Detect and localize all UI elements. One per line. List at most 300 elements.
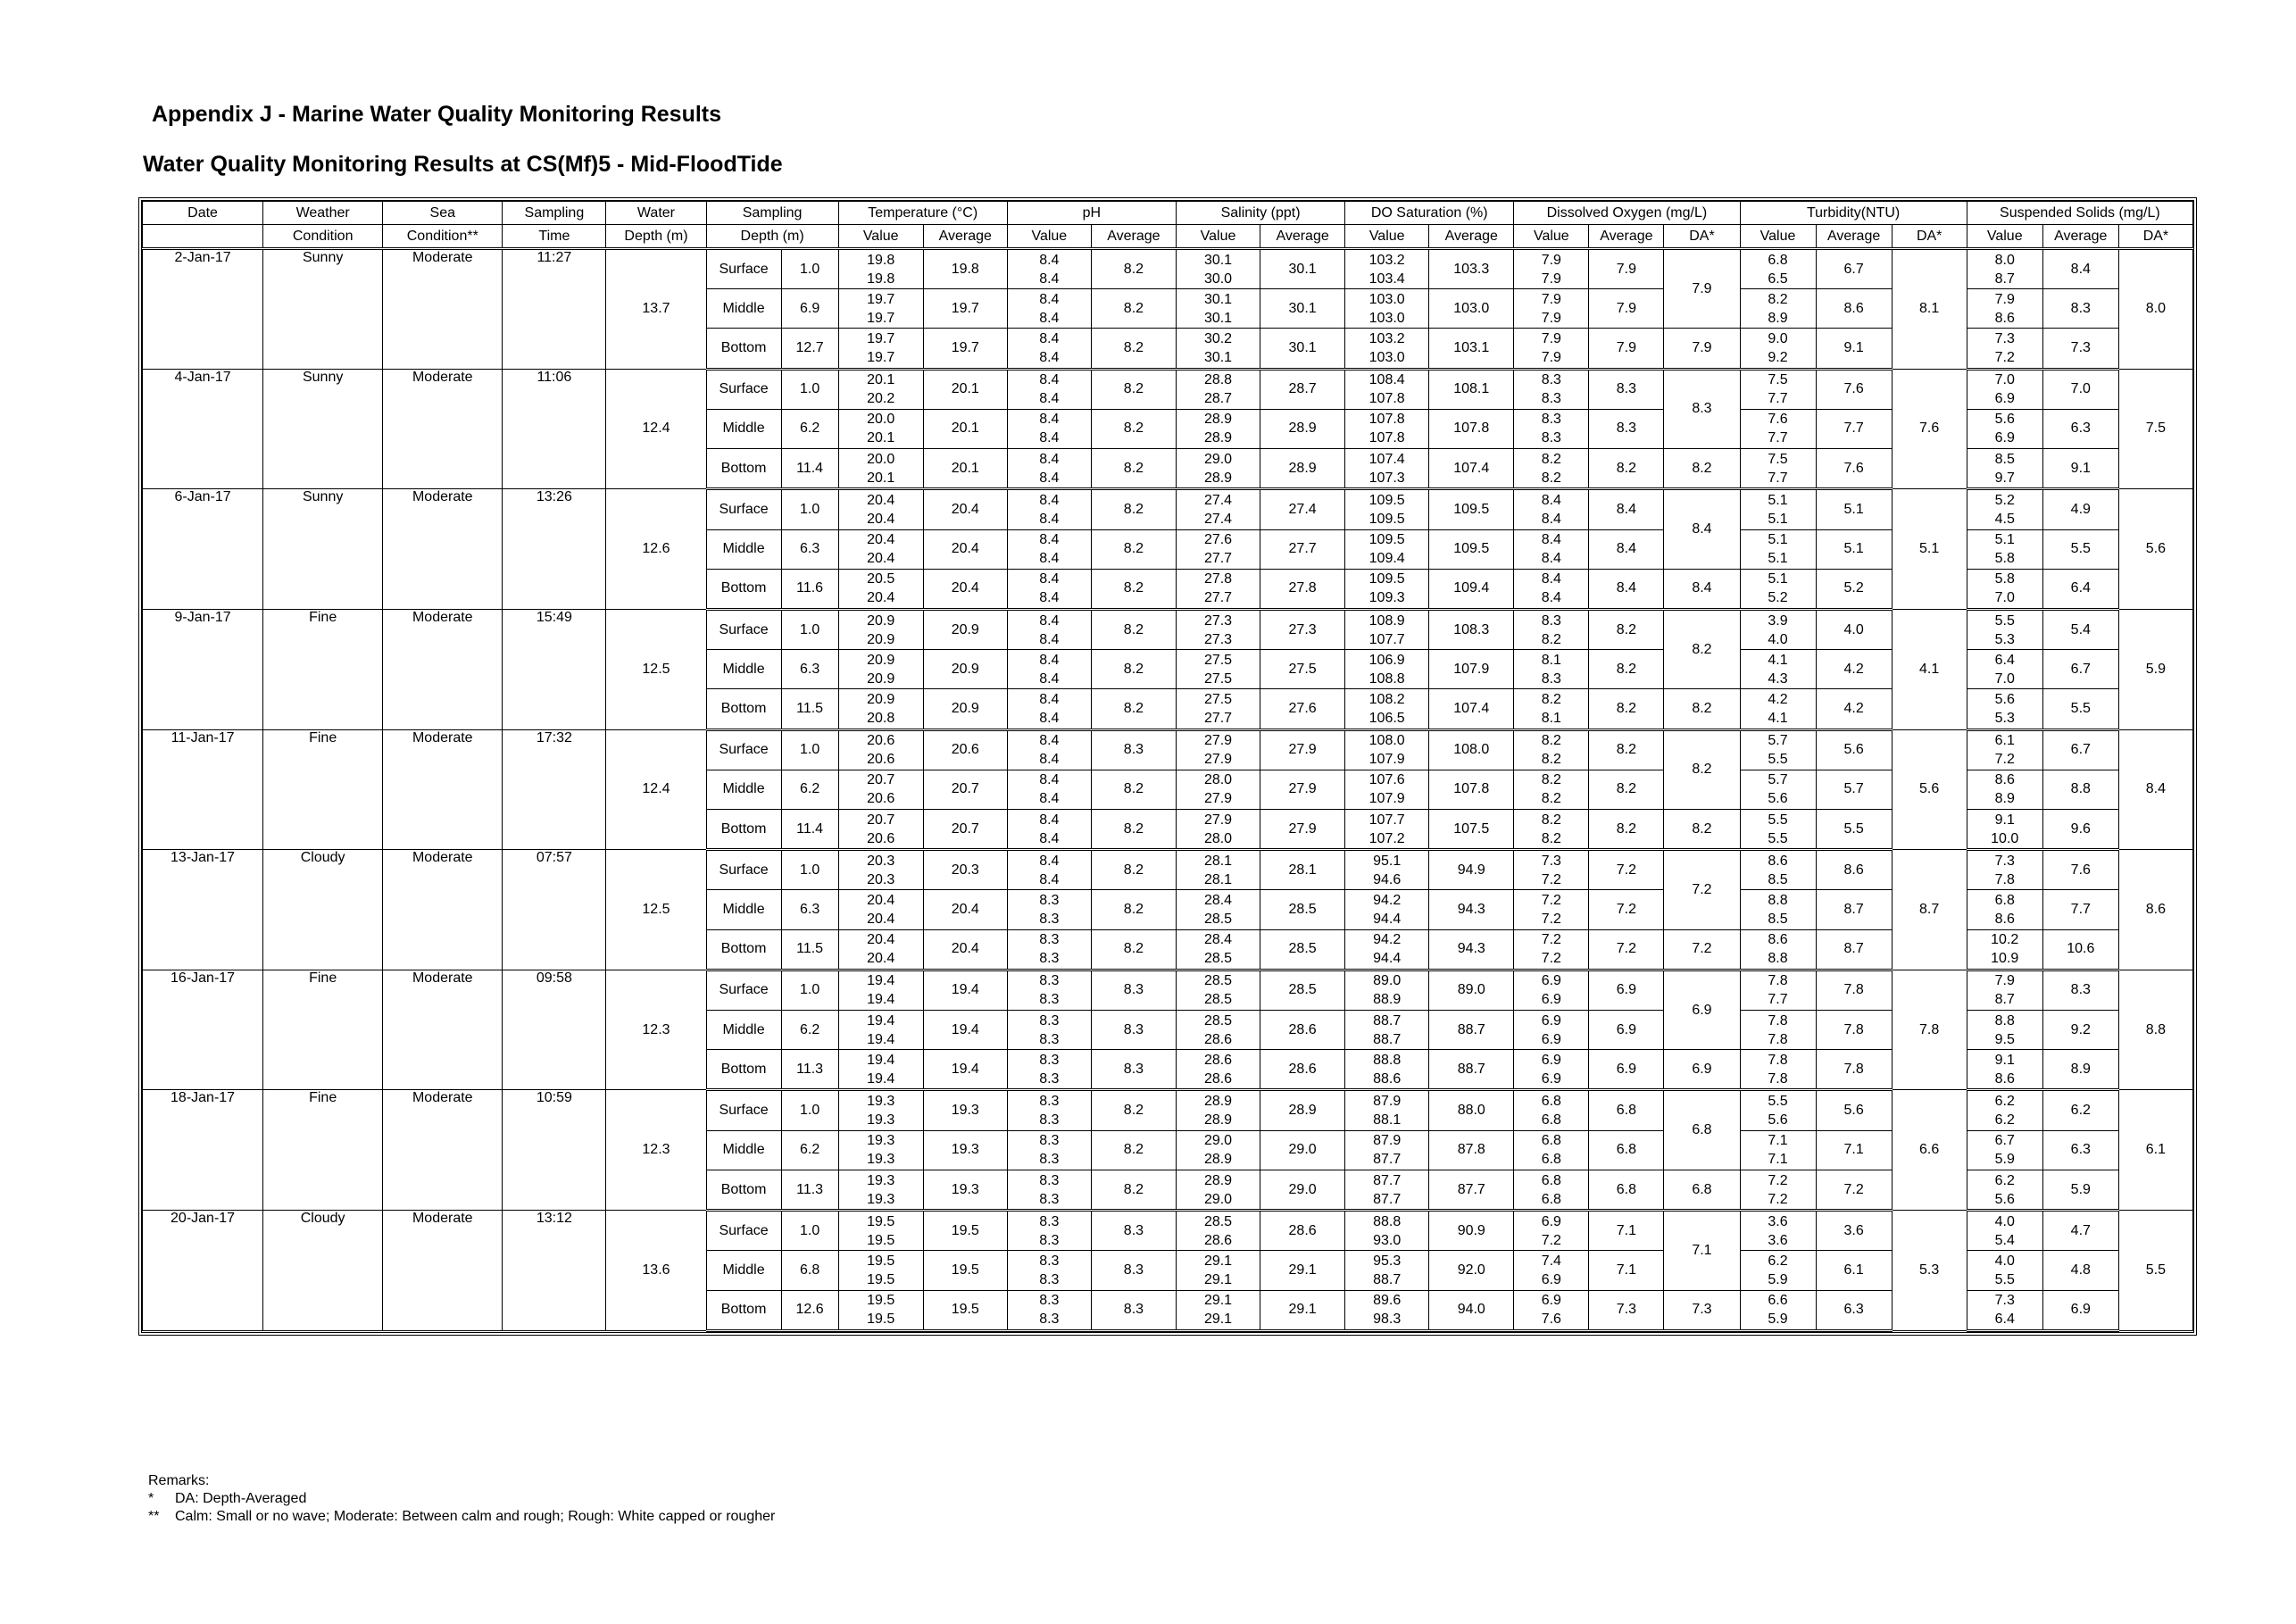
do-saturation-values (1345, 449, 1429, 489)
temperature-values-reading: 20.9 (867, 631, 895, 647)
dissolved-oxygen-values (1514, 689, 1589, 729)
salinity-average: 27.8 (1260, 569, 1345, 609)
temperature-values-reading: 20.4 (867, 511, 895, 527)
temperature-values-reading: 20.4 (867, 551, 895, 567)
turbidity-values-reading: 5.1 (1768, 532, 1788, 548)
sampling-time-cell: 09:58 (503, 970, 606, 1090)
dissolved-oxygen-da: 6.9 (1664, 970, 1740, 1049)
suspended-solids-values-reading: 7.9 (1994, 973, 2015, 989)
temperature-values (838, 489, 923, 529)
dissolved-oxygen-values-reading: 8.1 (1541, 652, 1561, 668)
do-saturation-values-reading: 107.9 (1368, 752, 1405, 768)
dissolved-oxygen-da: 7.2 (1664, 850, 1740, 929)
ph-values-reading: 8.4 (1039, 710, 1060, 726)
temperature-average: 20.4 (923, 929, 1007, 970)
dissolved-oxygen-values-reading: 8.2 (1541, 772, 1561, 788)
salinity-average: 27.5 (1260, 650, 1345, 689)
dissolved-oxygen-values-reading: 7.9 (1541, 310, 1561, 326)
turbidity-values-reading: 9.2 (1768, 350, 1788, 366)
sea-condition-cell: Moderate (383, 850, 503, 970)
temperature-values (838, 850, 923, 890)
do-saturation-values (1345, 970, 1429, 1010)
sampling-depth-cell: 6.3 (781, 890, 838, 929)
temperature-average: 19.3 (923, 1090, 1007, 1130)
dissolved-oxygen-values (1514, 1050, 1589, 1090)
suspended-solids-values-reading: 7.3 (1994, 331, 2015, 347)
suspended-solids-values-reading: 5.6 (1994, 412, 2015, 428)
turbidity-values-reading: 4.3 (1768, 670, 1788, 687)
do-saturation-values-reading: 106.9 (1368, 652, 1405, 668)
temperature-values-reading: 20.8 (867, 710, 895, 726)
ph-values (1007, 809, 1091, 849)
salinity-average: 27.7 (1260, 529, 1345, 569)
dissolved-oxygen-values-reading: 6.9 (1541, 1012, 1561, 1029)
dissolved-oxygen-average: 7.9 (1589, 329, 1664, 369)
dissolved-oxygen-values (1514, 970, 1589, 1010)
dissolved-oxygen-values-reading: 6.9 (1541, 992, 1561, 1008)
ph-values-reading: 8.4 (1039, 812, 1060, 828)
turbidity-values-reading: 7.7 (1768, 430, 1788, 446)
sampling-depth-cell: 11.3 (781, 1170, 838, 1210)
salinity-values-reading: 28.0 (1203, 830, 1233, 846)
salinity-values-reading: 29.1 (1203, 1253, 1233, 1269)
suspended-solids-values-reading: 5.5 (1994, 612, 2015, 629)
turbidity-values-reading: 5.6 (1768, 1112, 1788, 1128)
ph-values-reading: 8.4 (1039, 391, 1060, 407)
do-saturation-values-reading: 89.0 (1373, 973, 1402, 989)
temperature-values (838, 1170, 923, 1210)
header-weather: Weather (263, 202, 383, 225)
turbidity-values (1740, 329, 1816, 369)
do-saturation-values-reading: 109.4 (1368, 551, 1405, 567)
ph-average: 8.2 (1091, 929, 1176, 970)
header-value: Value (1740, 225, 1816, 249)
turbidity-values (1740, 1130, 1816, 1170)
salinity-values-reading: 27.9 (1203, 752, 1233, 768)
turbidity-values (1740, 890, 1816, 929)
turbidity-values (1740, 449, 1816, 489)
ph-average: 8.2 (1091, 289, 1176, 329)
suspended-solids-values-reading: 10.9 (1991, 951, 2019, 967)
ph-average: 8.3 (1091, 1251, 1176, 1290)
temperature-values-reading: 20.6 (867, 733, 895, 749)
ph-values-reading: 8.4 (1039, 612, 1060, 629)
ph-values (1007, 650, 1091, 689)
sampling-depth-cell: 1.0 (781, 249, 838, 289)
do-saturation-average: 109.5 (1429, 529, 1514, 569)
ph-values (1007, 729, 1091, 770)
dissolved-oxygen-values-reading: 7.4 (1541, 1253, 1561, 1269)
do-saturation-average: 92.0 (1429, 1251, 1514, 1290)
turbidity-values-reading: 7.5 (1768, 372, 1788, 388)
temperature-average: 19.5 (923, 1290, 1007, 1330)
temperature-values (838, 609, 923, 649)
do-saturation-values-reading: 103.0 (1368, 350, 1405, 366)
dissolved-oxygen-values (1514, 1011, 1589, 1050)
water-depth-cell: 12.4 (606, 369, 706, 489)
suspended-solids-average: 9.2 (2042, 1011, 2118, 1050)
header-salinity: Salinity (ppt) (1176, 202, 1344, 225)
ph-values-reading: 8.3 (1039, 1012, 1060, 1029)
suspended-solids-da: 8.6 (2118, 850, 2192, 970)
sampling-time-cell: 11:27 (503, 249, 606, 370)
dissolved-oxygen-average: 7.1 (1589, 1211, 1664, 1251)
dissolved-oxygen-values-reading: 6.9 (1541, 1031, 1561, 1047)
turbidity-values-reading: 8.8 (1768, 951, 1788, 967)
header-average: Average (2042, 225, 2118, 249)
do-saturation-values-reading: 88.8 (1373, 1052, 1402, 1068)
remark-text: Calm: Small or no wave; Moderate: Between calm and rough; Rough: White capped or rougher (175, 1509, 776, 1524)
temperature-values-reading: 20.9 (867, 670, 895, 687)
sampling-level-cell: Middle (706, 770, 781, 809)
turbidity-values (1740, 289, 1816, 329)
suspended-solids-average: 5.5 (2042, 529, 2118, 569)
date-cell: 2-Jan-17 (143, 249, 263, 370)
sampling-level-cell: Surface (706, 850, 781, 890)
sea-condition-cell: Moderate (383, 489, 503, 610)
do-saturation-values-reading: 88.7 (1373, 1271, 1402, 1287)
temperature-average: 20.9 (923, 609, 1007, 649)
header-do-saturation: DO Saturation (%) (1345, 202, 1514, 225)
turbidity-average: 4.0 (1816, 609, 1892, 649)
suspended-solids-values (1967, 489, 2042, 529)
header-sea: Sea (383, 202, 503, 225)
salinity-values-reading: 30.2 (1203, 331, 1233, 347)
suspended-solids-average: 7.7 (2042, 890, 2118, 929)
ph-average: 8.2 (1091, 329, 1176, 369)
suspended-solids-values-reading: 8.5 (1994, 451, 2015, 467)
turbidity-values-reading: 5.1 (1768, 511, 1788, 527)
temperature-values-reading: 19.7 (867, 310, 895, 326)
turbidity-values (1740, 929, 1816, 970)
salinity-values-reading: 27.7 (1203, 590, 1233, 606)
do-saturation-values-reading: 103.0 (1368, 310, 1405, 326)
turbidity-values-reading: 3.9 (1768, 612, 1788, 629)
ph-average: 8.3 (1091, 1011, 1176, 1050)
dissolved-oxygen-values (1514, 289, 1589, 329)
turbidity-average: 7.6 (1816, 449, 1892, 489)
dissolved-oxygen-values (1514, 449, 1589, 489)
temperature-values (838, 890, 923, 929)
table-body (143, 249, 2193, 1331)
dissolved-oxygen-values (1514, 609, 1589, 649)
sampling-level-cell: Bottom (706, 1170, 781, 1210)
sampling-time-cell: 13:12 (503, 1211, 606, 1331)
suspended-solids-average: 8.9 (2042, 1050, 2118, 1090)
temperature-values-reading: 20.6 (867, 830, 895, 846)
turbidity-da: 7.8 (1892, 970, 1967, 1090)
dissolved-oxygen-values (1514, 529, 1589, 569)
do-saturation-values-reading: 87.9 (1373, 1133, 1402, 1149)
sampling-depth-cell: 6.2 (781, 770, 838, 809)
turbidity-da: 5.1 (1892, 489, 1967, 610)
do-saturation-average: 88.7 (1429, 1011, 1514, 1050)
suspended-solids-values-reading: 5.5 (1994, 1271, 2015, 1287)
turbidity-da: 8.1 (1892, 249, 1967, 370)
turbidity-values-reading: 7.7 (1768, 992, 1788, 1008)
suspended-solids-average: 7.6 (2042, 850, 2118, 890)
sampling-level-cell: Bottom (706, 1050, 781, 1090)
suspended-solids-da: 6.1 (2118, 1090, 2192, 1211)
ph-values-reading: 8.3 (1039, 893, 1060, 909)
suspended-solids-values-reading: 5.9 (1994, 1152, 2015, 1168)
dissolved-oxygen-values-reading: 8.2 (1541, 752, 1561, 768)
salinity-values (1176, 689, 1260, 729)
turbidity-values-reading: 7.1 (1768, 1133, 1788, 1149)
sampling-level-cell: Middle (706, 650, 781, 689)
suspended-solids-values (1967, 1090, 2042, 1130)
do-saturation-values (1345, 569, 1429, 609)
salinity-values (1176, 1050, 1260, 1090)
do-saturation-average: 107.4 (1429, 689, 1514, 729)
turbidity-da: 5.3 (1892, 1211, 1967, 1331)
do-saturation-values-reading: 93.0 (1373, 1232, 1402, 1248)
suspended-solids-average: 4.9 (2042, 489, 2118, 529)
salinity-average: 29.1 (1260, 1251, 1345, 1290)
header-water-depth: Water (606, 202, 706, 225)
ph-values-reading: 8.4 (1039, 551, 1060, 567)
dissolved-oxygen-average: 8.2 (1589, 770, 1664, 809)
salinity-average: 28.5 (1260, 890, 1345, 929)
salinity-values (1176, 1290, 1260, 1330)
salinity-average: 28.6 (1260, 1050, 1345, 1090)
ph-values-reading: 8.4 (1039, 830, 1060, 846)
do-saturation-values (1345, 770, 1429, 809)
date-cell: 4-Jan-17 (143, 369, 263, 489)
turbidity-values-reading: 7.7 (1768, 470, 1788, 486)
dissolved-oxygen-average: 8.2 (1589, 449, 1664, 489)
turbidity-da: 7.6 (1892, 369, 1967, 489)
dissolved-oxygen-values-reading: 7.9 (1541, 291, 1561, 307)
do-saturation-values-reading: 107.3 (1368, 470, 1405, 486)
ph-values-reading: 8.3 (1039, 932, 1060, 948)
do-saturation-values-reading: 109.5 (1368, 492, 1405, 508)
sea-condition-cell: Moderate (383, 249, 503, 370)
turbidity-values (1740, 529, 1816, 569)
dissolved-oxygen-average: 6.8 (1589, 1130, 1664, 1170)
ph-values-reading: 8.3 (1039, 1112, 1060, 1128)
ph-average: 8.2 (1091, 809, 1176, 849)
do-saturation-values-reading: 87.7 (1373, 1152, 1402, 1168)
turbidity-da: 5.6 (1892, 729, 1967, 850)
ph-values-reading: 8.3 (1039, 1213, 1060, 1229)
temperature-values (838, 249, 923, 289)
turbidity-values (1740, 1290, 1816, 1330)
suspended-solids-values-reading: 7.2 (1994, 752, 2015, 768)
ph-average: 8.3 (1091, 729, 1176, 770)
temperature-average: 19.3 (923, 1130, 1007, 1170)
temperature-values (838, 409, 923, 448)
suspended-solids-average: 5.9 (2042, 1170, 2118, 1210)
suspended-solids-values (1967, 329, 2042, 369)
suspended-solids-values-reading: 7.9 (1994, 291, 2015, 307)
suspended-solids-values-reading: 8.0 (1994, 252, 2015, 268)
turbidity-values-reading: 5.5 (1768, 830, 1788, 846)
turbidity-da: 6.6 (1892, 1090, 1967, 1211)
dissolved-oxygen-da-bottom: 8.2 (1664, 809, 1740, 849)
suspended-solids-values-reading: 5.6 (1994, 691, 2015, 707)
dissolved-oxygen-values-reading: 8.4 (1541, 590, 1561, 606)
header-value: Value (1176, 225, 1260, 249)
suspended-solids-da: 5.6 (2118, 489, 2192, 610)
do-saturation-values-reading: 107.7 (1368, 631, 1405, 647)
ph-values-reading: 8.4 (1039, 252, 1060, 268)
suspended-solids-values-reading: 6.9 (1994, 391, 2015, 407)
suspended-solids-average: 8.3 (2042, 970, 2118, 1010)
water-depth-cell: 13.7 (606, 249, 706, 370)
salinity-values (1176, 409, 1260, 448)
turbidity-average: 5.1 (1816, 489, 1892, 529)
ph-values-reading: 8.4 (1039, 571, 1060, 587)
suspended-solids-values-reading: 10.0 (1991, 830, 2019, 846)
sampling-depth-cell: 6.2 (781, 409, 838, 448)
dissolved-oxygen-values-reading: 8.3 (1541, 412, 1561, 428)
dissolved-oxygen-da: 8.3 (1664, 369, 1740, 448)
salinity-values-reading: 30.1 (1203, 310, 1233, 326)
dissolved-oxygen-average: 8.2 (1589, 609, 1664, 649)
ph-values-reading: 8.4 (1039, 350, 1060, 366)
do-saturation-values (1345, 929, 1429, 970)
salinity-values-reading: 28.7 (1203, 391, 1233, 407)
salinity-values (1176, 249, 1260, 289)
suspended-solids-values (1967, 249, 2042, 289)
turbidity-values (1740, 970, 1816, 1010)
ph-values-reading: 8.4 (1039, 470, 1060, 486)
turbidity-values-reading: 8.5 (1768, 912, 1788, 928)
dissolved-oxygen-values-reading: 8.2 (1541, 791, 1561, 807)
salinity-values-reading: 27.7 (1203, 710, 1233, 726)
temperature-values-reading: 19.7 (867, 350, 895, 366)
salinity-values-reading: 28.5 (1203, 973, 1233, 989)
weather-cell: Sunny (263, 489, 383, 610)
do-saturation-values-reading: 109.5 (1368, 571, 1405, 587)
salinity-average: 27.9 (1260, 770, 1345, 809)
remark-line (148, 1490, 775, 1508)
temperature-values-reading: 19.5 (867, 1253, 895, 1269)
turbidity-values (1740, 609, 1816, 649)
dissolved-oxygen-values-reading: 6.8 (1541, 1172, 1561, 1188)
turbidity-average: 8.7 (1816, 929, 1892, 970)
suspended-solids-values-reading: 8.6 (1994, 772, 2015, 788)
table-title: Water Quality Monitoring Results at CS(Mf)5 - Mid-FloodTide (143, 152, 783, 177)
do-saturation-values-reading: 108.0 (1368, 733, 1405, 749)
suspended-solids-da: 5.9 (2118, 609, 2192, 729)
dissolved-oxygen-values-reading: 7.2 (1541, 893, 1561, 909)
salinity-values-reading: 28.6 (1203, 1052, 1233, 1068)
date-cell: 16-Jan-17 (143, 970, 263, 1090)
turbidity-average: 7.6 (1816, 369, 1892, 409)
suspended-solids-values-reading: 8.6 (1994, 912, 2015, 928)
salinity-values (1176, 970, 1260, 1010)
turbidity-values-reading: 7.5 (1768, 451, 1788, 467)
header-sampling-depth-cont: Depth (m) (706, 225, 838, 249)
sampling-level-cell: Middle (706, 1130, 781, 1170)
do-saturation-average: 107.4 (1429, 449, 1514, 489)
turbidity-values-reading: 5.2 (1768, 590, 1788, 606)
ph-values (1007, 1011, 1091, 1050)
salinity-values (1176, 1170, 1260, 1210)
temperature-values-reading: 20.7 (867, 772, 895, 788)
sampling-depth-cell: 1.0 (781, 489, 838, 529)
sampling-time-cell: 13:26 (503, 489, 606, 610)
suspended-solids-average: 6.2 (2042, 1090, 2118, 1130)
suspended-solids-values-reading: 6.9 (1994, 430, 2015, 446)
ph-values-reading: 8.4 (1039, 511, 1060, 527)
suspended-solids-average: 8.8 (2042, 770, 2118, 809)
turbidity-average: 5.5 (1816, 809, 1892, 849)
suspended-solids-values-reading: 5.6 (1994, 1191, 2015, 1207)
sampling-level-cell: Bottom (706, 929, 781, 970)
ph-values-reading: 8.4 (1039, 412, 1060, 428)
turbidity-values-reading: 4.2 (1768, 691, 1788, 707)
salinity-values-reading: 28.9 (1203, 1112, 1233, 1128)
sampling-depth-cell: 1.0 (781, 1211, 838, 1251)
turbidity-values-reading: 5.5 (1768, 812, 1788, 828)
salinity-values-reading: 28.5 (1203, 1213, 1233, 1229)
temperature-values-reading: 19.4 (867, 1031, 895, 1047)
do-saturation-values (1345, 1290, 1429, 1330)
do-saturation-values (1345, 809, 1429, 849)
suspended-solids-values (1967, 289, 2042, 329)
suspended-solids-values (1967, 1130, 2042, 1170)
turbidity-da: 4.1 (1892, 609, 1967, 729)
temperature-values-reading: 19.3 (867, 1133, 895, 1149)
salinity-values-reading: 27.8 (1203, 571, 1233, 587)
dissolved-oxygen-values-reading: 8.2 (1541, 733, 1561, 749)
dissolved-oxygen-values-reading: 7.9 (1541, 271, 1561, 287)
turbidity-values (1740, 1050, 1816, 1090)
temperature-values-reading: 19.7 (867, 331, 895, 347)
dissolved-oxygen-values-reading: 8.3 (1541, 612, 1561, 629)
dissolved-oxygen-average: 7.3 (1589, 1290, 1664, 1330)
header-water-depth-cont: Depth (m) (606, 225, 706, 249)
suspended-solids-values-reading: 6.4 (1994, 1312, 2015, 1328)
turbidity-values-reading: 7.7 (1768, 391, 1788, 407)
ph-values-reading: 8.4 (1039, 691, 1060, 707)
turbidity-values (1740, 770, 1816, 809)
salinity-values-reading: 28.1 (1203, 853, 1233, 869)
suspended-solids-values-reading: 10.2 (1991, 932, 2019, 948)
ph-values (1007, 489, 1091, 529)
dissolved-oxygen-values-reading: 8.2 (1541, 691, 1561, 707)
sampling-depth-cell: 11.5 (781, 929, 838, 970)
ph-values-reading: 8.4 (1039, 871, 1060, 887)
turbidity-da: 8.7 (1892, 850, 1967, 970)
salinity-values-reading: 27.4 (1203, 511, 1233, 527)
turbidity-values-reading: 8.2 (1768, 291, 1788, 307)
dissolved-oxygen-values-reading: 6.9 (1541, 1293, 1561, 1309)
dissolved-oxygen-values-reading: 6.8 (1541, 1094, 1561, 1110)
turbidity-values-reading: 4.1 (1768, 652, 1788, 668)
temperature-values-reading: 20.3 (867, 853, 895, 869)
temperature-values-reading: 20.9 (867, 652, 895, 668)
salinity-average: 28.6 (1260, 1011, 1345, 1050)
ph-values-reading: 8.3 (1039, 912, 1060, 928)
salinity-values (1176, 1011, 1260, 1050)
salinity-values-reading: 29.0 (1203, 451, 1233, 467)
turbidity-values-reading: 6.8 (1768, 252, 1788, 268)
sampling-level-cell: Middle (706, 529, 781, 569)
temperature-values (838, 689, 923, 729)
temperature-values-reading: 20.2 (867, 391, 895, 407)
salinity-values (1176, 529, 1260, 569)
ph-values (1007, 1170, 1091, 1210)
ph-average: 8.2 (1091, 890, 1176, 929)
dissolved-oxygen-average: 7.2 (1589, 850, 1664, 890)
temperature-values-reading: 20.9 (867, 691, 895, 707)
suspended-solids-values (1967, 689, 2042, 729)
ph-values (1007, 929, 1091, 970)
